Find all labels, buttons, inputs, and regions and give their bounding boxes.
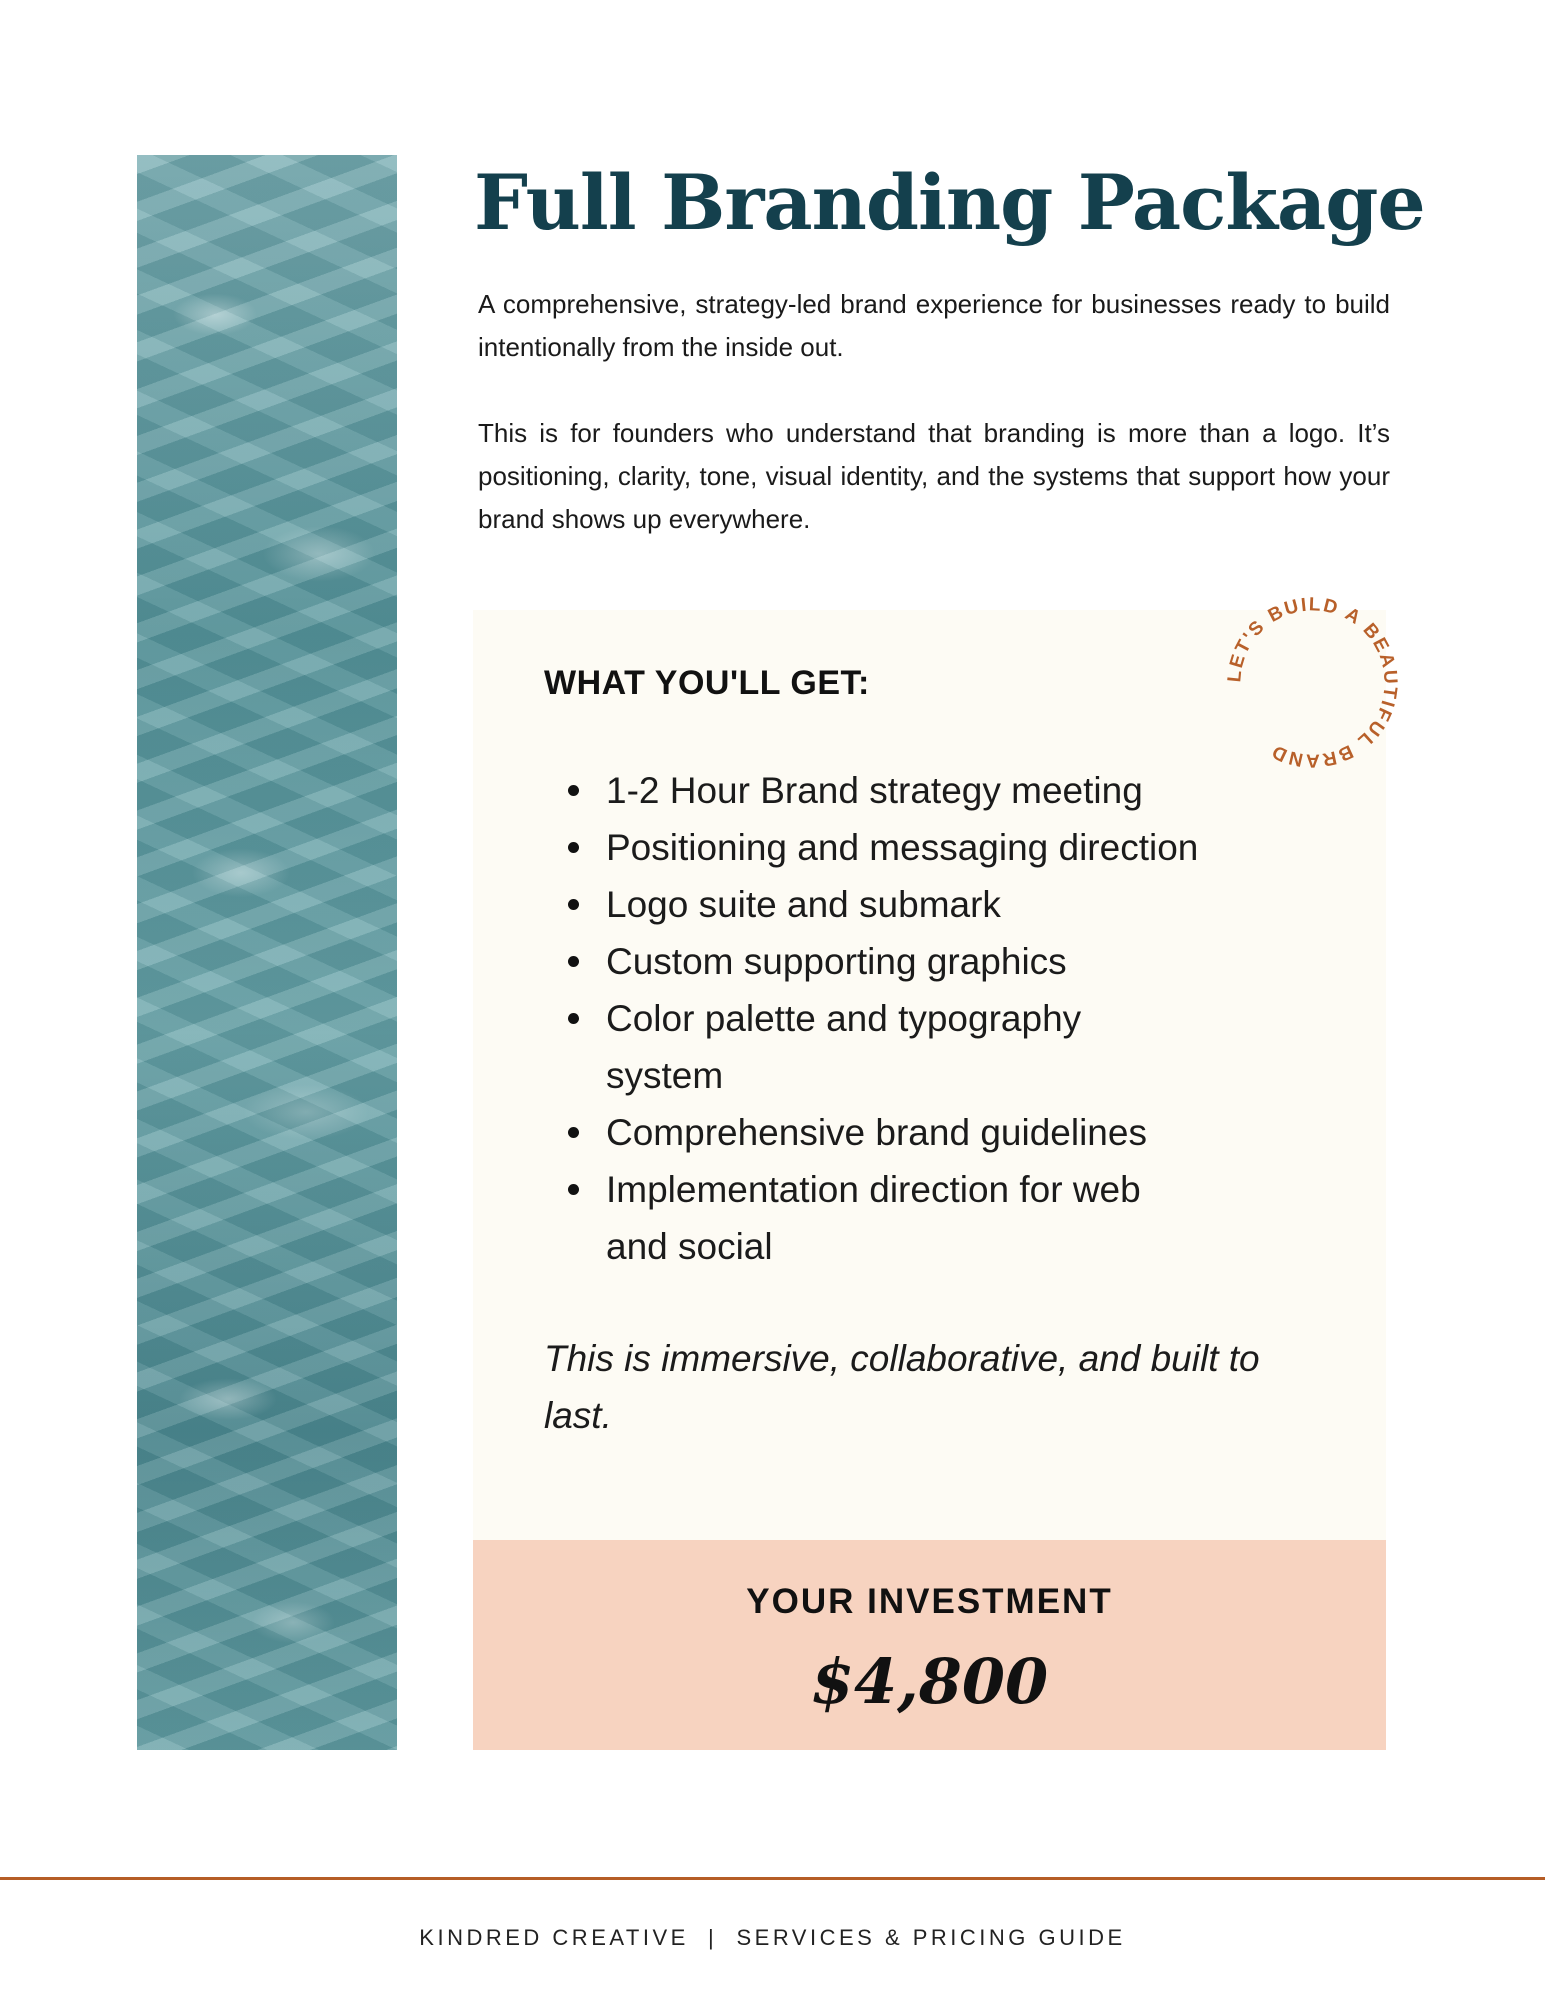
feature-text: Color palette and typography system (606, 998, 1082, 1096)
feature-text: Custom supporting graphics (606, 941, 1067, 982)
list-item (548, 990, 1308, 1104)
bullet-icon (568, 785, 579, 796)
list-item (548, 819, 1308, 876)
circular-badge (1195, 565, 1430, 800)
feature-text: 1-2 Hour Brand strategy meeting (606, 770, 1143, 811)
bullet-icon (568, 1127, 579, 1138)
badge-text: LET'S BUILD A BEAUTIFUL BRAND (1224, 594, 1401, 771)
list-item (548, 933, 1308, 990)
page-title: Full Branding Package (474, 158, 1425, 247)
list-item (548, 876, 1308, 933)
intro-paragraph-2: This is for founders who understand that branding is more than a logo. It’s positioning, clarity, tone, visual identity, and the systems that support how your brand shows up everywhere. (478, 418, 1390, 534)
list-item (548, 1161, 1308, 1275)
bullet-icon (568, 899, 579, 910)
bullet-icon (568, 1184, 579, 1195)
list-item (548, 1104, 1308, 1161)
investment-price: $4,800 (810, 1645, 1049, 1718)
footer-divider (0, 1877, 1545, 1880)
bullet-icon (568, 956, 579, 967)
footer-text: KINDRED CREATIVE | SERVICES & PRICING GUIDE (419, 1925, 1126, 1950)
closing-tagline: This is immersive, collaborative, and built to last. (544, 1338, 1260, 1436)
water-photo (137, 155, 397, 1750)
bullet-icon (568, 1013, 579, 1024)
feature-text: Logo suite and submark (606, 884, 1001, 925)
bullet-icon (568, 842, 579, 853)
features-list (548, 762, 1308, 1275)
list-item (548, 762, 1308, 819)
investment-label: YOUR INVESTMENT (746, 1582, 1113, 1621)
feature-text: Comprehensive brand guidelines (606, 1112, 1147, 1153)
feature-text: Positioning and messaging direction (606, 827, 1199, 868)
feature-text: Implementation direction for web and social (606, 1169, 1141, 1267)
intro-paragraph-1: A comprehensive, strategy-led brand experience for businesses ready to build intentionally from the inside out. (478, 289, 1390, 362)
features-heading: WHAT YOU'LL GET: (544, 664, 870, 702)
investment-box (473, 1540, 1386, 1750)
